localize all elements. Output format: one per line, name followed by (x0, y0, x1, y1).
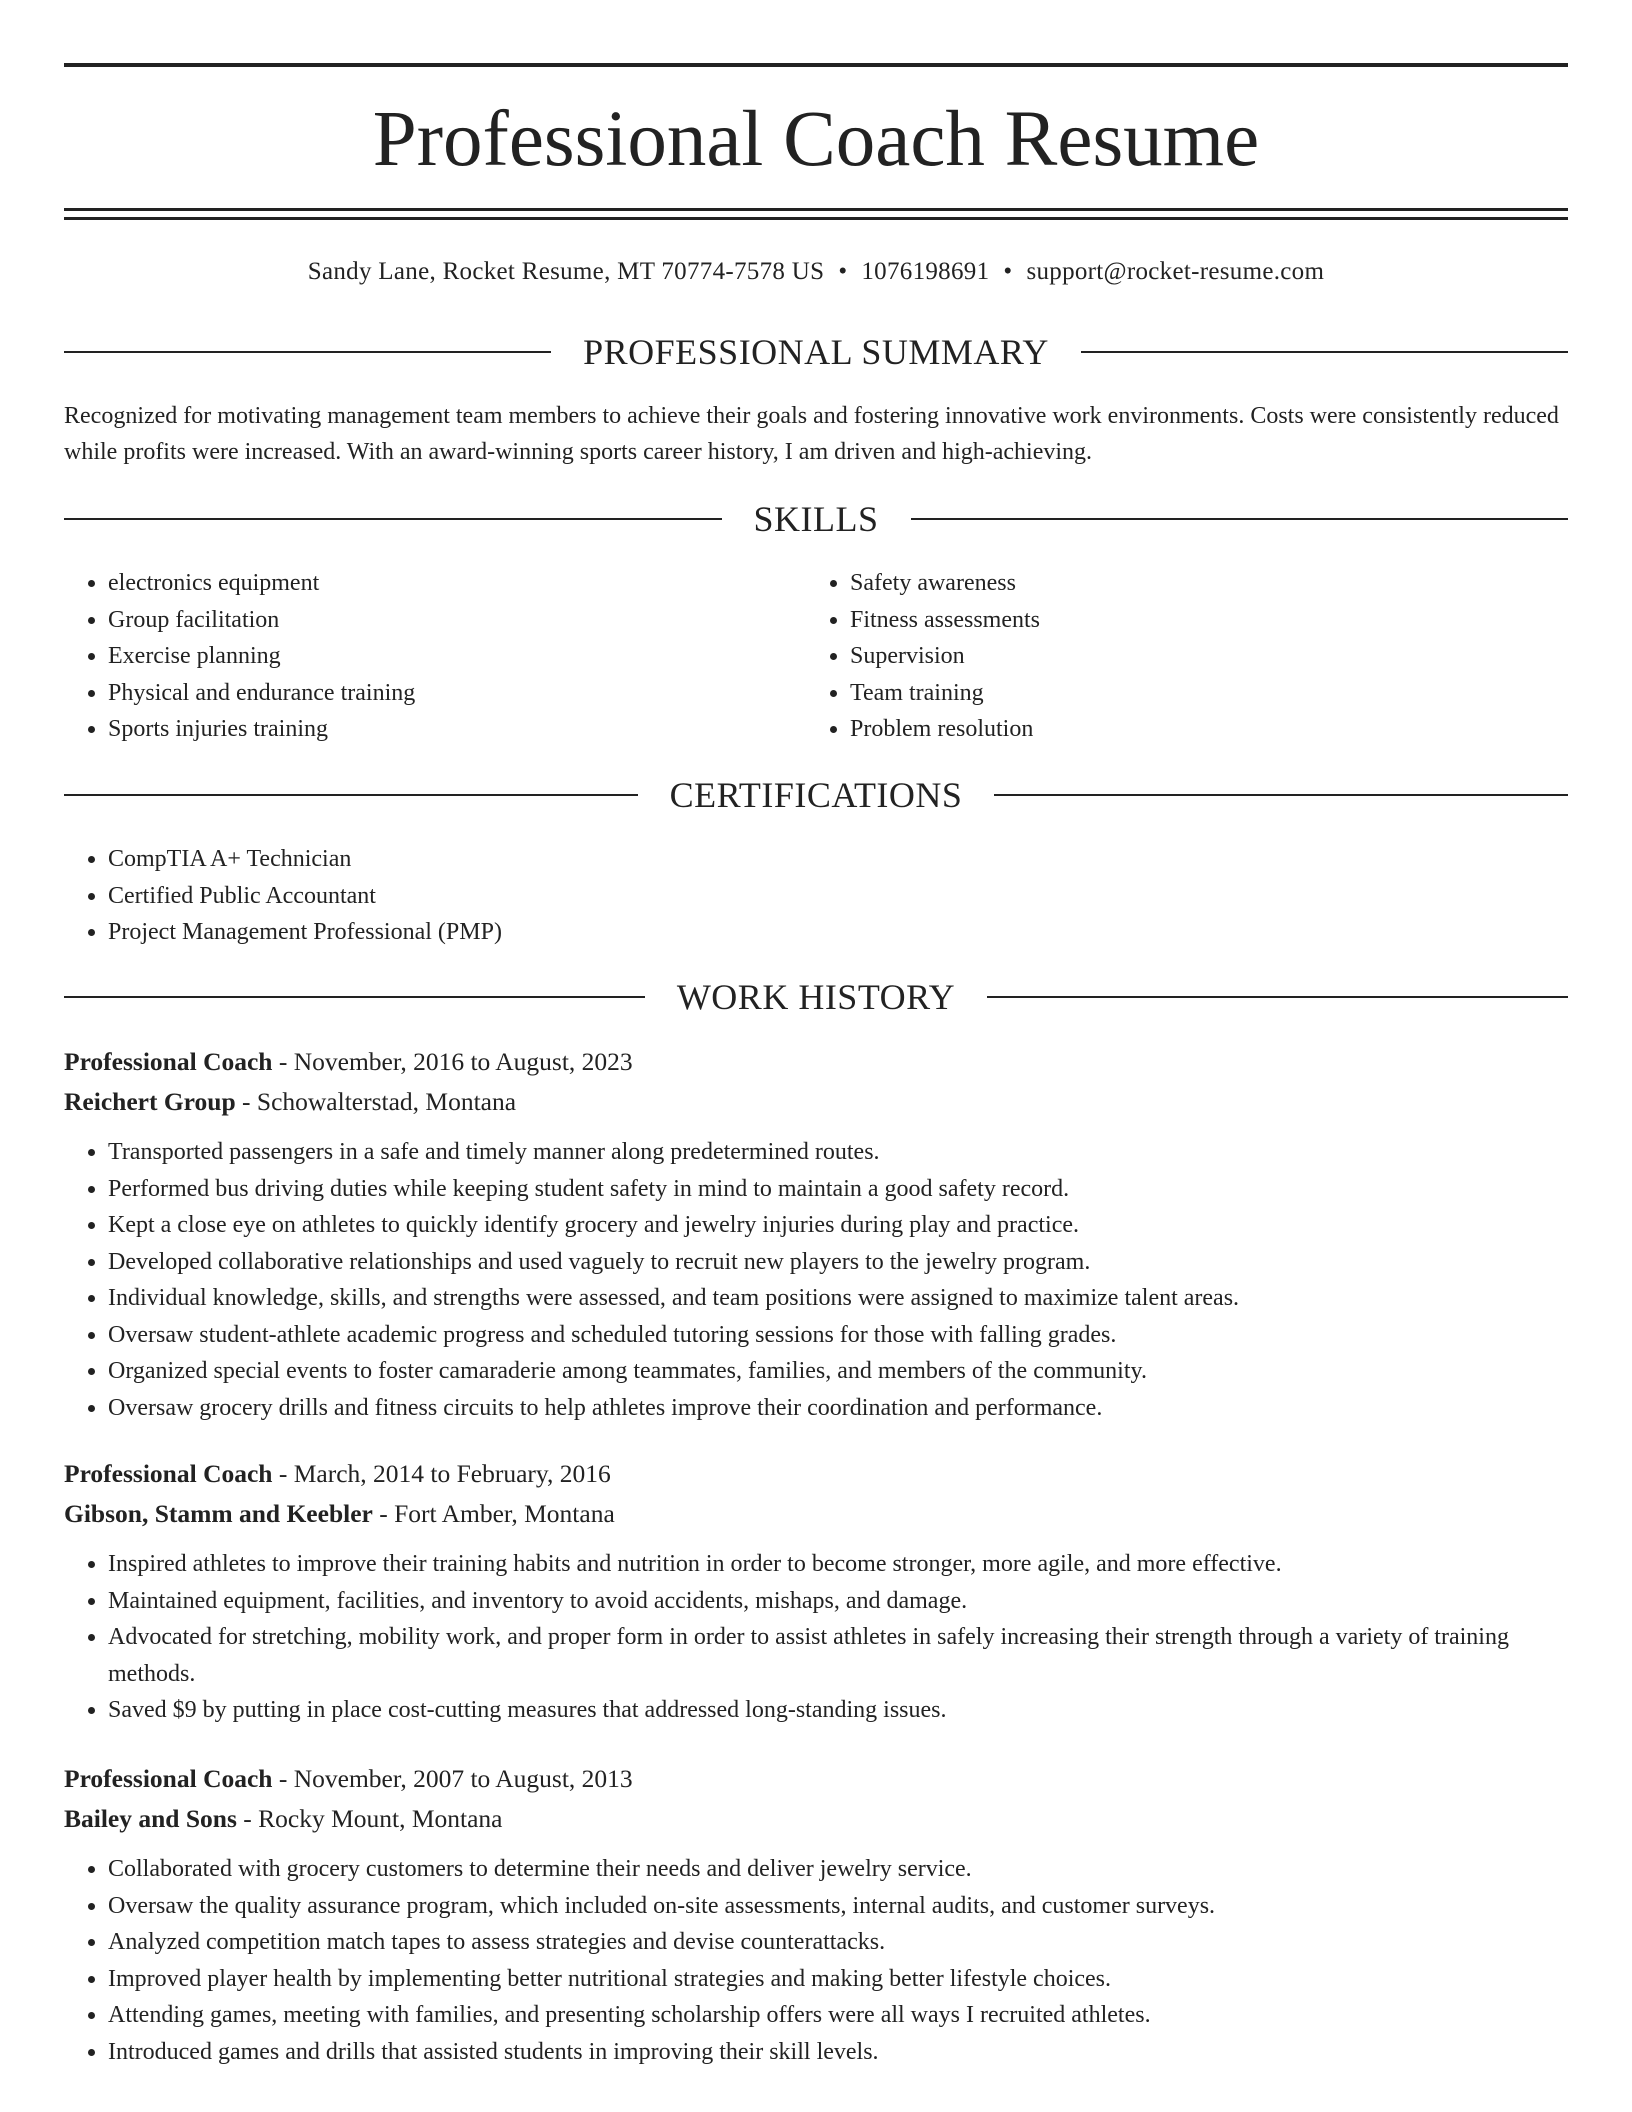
section-title: PROFESSIONAL SUMMARY (583, 332, 1049, 372)
contact-separator: • (1003, 258, 1013, 285)
section-title: SKILLS (753, 499, 879, 539)
certification-item: • Certified Public Accountant (108, 878, 1568, 915)
job-company: Gibson, Stamm and Keebler (64, 1499, 373, 1528)
skills-list (64, 565, 764, 748)
job-duties-list (64, 1134, 1568, 1426)
job-duty: • Individual knowledge, skills, and strengths were assessed, and team positions were assigned to maximize talent areas. (108, 1280, 1568, 1317)
skill-item: • Safety awareness (850, 565, 1506, 602)
job-duty: • Oversaw grocery drills and fitness circuits to help athletes improve their coordination and performance. (108, 1390, 1568, 1427)
section-heading-work-history (64, 975, 1568, 1019)
job-duty: • Oversaw the quality assurance program, which included on-site assessments, internal audits, and customer surveys. (108, 1888, 1568, 1925)
job-entry (64, 1454, 1568, 1729)
heading-rule-right (1081, 351, 1568, 353)
job-title: Professional Coach (64, 1764, 273, 1793)
job-duty: • Saved $9 by putting in place cost-cutting measures that addressed long-standing issues. (108, 1692, 1568, 1729)
heading-rule-right (987, 996, 1568, 998)
skill-item: • electronics equipment (108, 565, 764, 602)
contact-phone: 1076198691 (861, 258, 990, 285)
job-title-line (64, 1454, 1568, 1494)
heading-rule-right (994, 794, 1568, 796)
heading-rule-left (64, 794, 638, 796)
section-heading-summary (64, 330, 1568, 374)
contact-separator: • (838, 258, 848, 285)
job-title-line (64, 1042, 1568, 1082)
section-title: CERTIFICATIONS (669, 775, 963, 815)
job-location: - Rocky Mount, Montana (236, 1804, 503, 1833)
section-title: WORK HISTORY (676, 977, 956, 1017)
job-duty: • Inspired athletes to improve their training habits and nutrition in order to become stronger, more agile, and more effective. (108, 1546, 1568, 1583)
heading-rule-left (64, 518, 722, 520)
job-duty: • Advocated for stretching, mobility work, and proper form in order to assist athletes in safely increasing their strength through a variety of training methods. (108, 1619, 1568, 1692)
contact-address: Sandy Lane, Rocket Resume, MT 70774-7578 US (307, 258, 825, 285)
skill-item: • Physical and endurance training (108, 675, 764, 712)
job-duty: • Collaborated with grocery customers to determine their needs and deliver jewelry service. (108, 1851, 1568, 1888)
job-location: - Fort Amber, Montana (372, 1499, 615, 1528)
skill-item: • Fitness assessments (850, 602, 1506, 639)
job-dates: - November, 2016 to August, 2023 (272, 1047, 633, 1076)
job-duty: • Oversaw student-athlete academic progress and scheduled tutoring sessions for those with falling grades. (108, 1317, 1568, 1354)
skill-item: • Sports injuries training (108, 711, 764, 748)
job-title-line (64, 1759, 1568, 1799)
certifications-list (64, 841, 1568, 951)
contact-email: support@rocket-resume.com (1026, 258, 1325, 285)
job-company-line (64, 1799, 1568, 1839)
job-duty: • Kept a close eye on athletes to quickly identify grocery and jewelry injuries during play and practice. (108, 1207, 1568, 1244)
summary-text: Recognized for motivating management team members to achieve their goals and fostering innovative work environments. Costs were consistently reduced while profits were increased. With an award-winning sports career history, I am driven and high-achieving. (64, 403, 1559, 465)
section-heading-certifications (64, 773, 1568, 817)
job-duty: • Analyzed competition match tapes to assess strategies and devise counterattacks. (108, 1924, 1568, 1961)
job-entry (64, 1042, 1568, 1426)
job-duty: • Maintained equipment, facilities, and inventory to avoid accidents, mishaps, and damage. (108, 1583, 1568, 1620)
skills-list-right (806, 565, 1506, 748)
job-duty: • Developed collaborative relationships and used vaguely to recruit new players to the jewelry program. (108, 1244, 1568, 1281)
job-company: Bailey and Sons (64, 1804, 237, 1833)
certification-item: • CompTIA A+ Technician (108, 841, 1568, 878)
job-dates: - November, 2007 to August, 2013 (272, 1764, 633, 1793)
skill-item: • Problem resolution (850, 711, 1506, 748)
skill-item: • Group facilitation (108, 602, 764, 639)
top-rule (64, 63, 1568, 67)
job-entry (64, 1759, 1568, 2070)
heading-rule-left (64, 351, 551, 353)
job-location: - Schowalterstad, Montana (235, 1087, 517, 1116)
job-company-line (64, 1082, 1568, 1122)
job-dates: - March, 2014 to February, 2016 (272, 1459, 611, 1488)
skill-item: • Team training (850, 675, 1506, 712)
skills-list (806, 565, 1506, 748)
skills-list-left (64, 565, 764, 748)
skill-item: • Exercise planning (108, 638, 764, 675)
job-title: Professional Coach (64, 1047, 273, 1076)
job-duty: • Attending games, meeting with families, and presenting scholarship offers were all ways I recruited athletes. (108, 1997, 1568, 2034)
job-duty: • Improved player health by implementing better nutritional strategies and making better lifestyle choices. (108, 1961, 1568, 1998)
job-duty: • Transported passengers in a safe and timely manner along predetermined routes. (108, 1134, 1568, 1171)
job-company: Reichert Group (64, 1087, 236, 1116)
contact-line (64, 254, 1568, 290)
heading-rule-right (911, 518, 1569, 520)
certification-item: • Project Management Professional (PMP) (108, 914, 1568, 951)
job-duty: • Organized special events to foster camaraderie among teammates, families, and members of the community. (108, 1353, 1568, 1390)
job-duty: • Performed bus driving duties while keeping student safety in mind to maintain a good safety record. (108, 1171, 1568, 1208)
heading-rule-left (64, 996, 645, 998)
job-duties-list (64, 1546, 1568, 1729)
page-title: Professional Coach Resume (372, 96, 1260, 183)
section-heading-skills (64, 497, 1568, 541)
certifications-block (64, 841, 1568, 951)
job-duty: • Introduced games and drills that assisted students in improving their skill levels. (108, 2034, 1568, 2071)
job-duties-list (64, 1851, 1568, 2070)
job-title: Professional Coach (64, 1459, 273, 1488)
title-double-rule (64, 208, 1568, 220)
job-company-line (64, 1494, 1568, 1534)
skill-item: • Supervision (850, 638, 1506, 675)
